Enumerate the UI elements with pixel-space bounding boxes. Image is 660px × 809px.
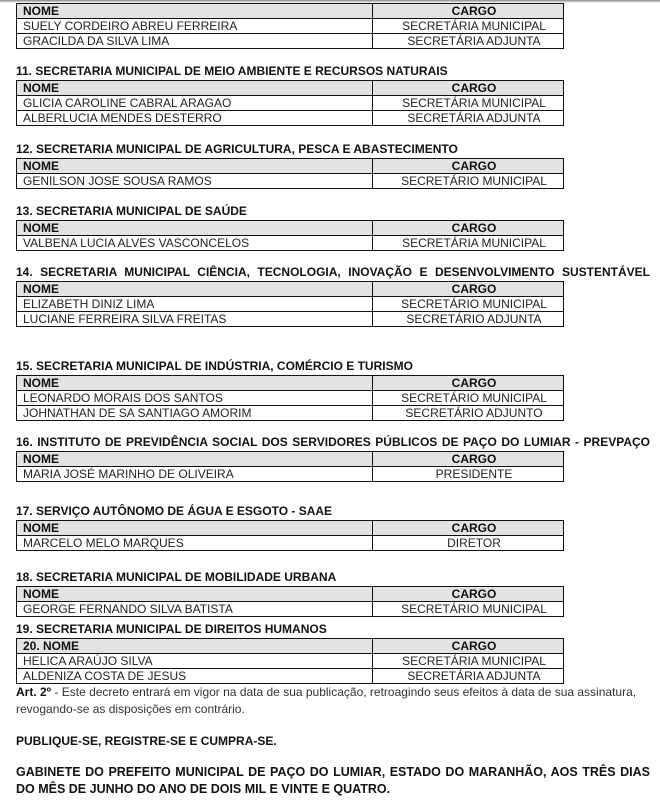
header-nome: NOME: [17, 452, 373, 467]
header-cargo: CARGO: [373, 81, 564, 96]
cargo-cell: SECRETÁRIO ADJUNTO: [373, 406, 564, 421]
nome-cell: ALDENIZA COSTA DE JESUS: [17, 669, 373, 684]
cargo-cell: SECRETÁRIA ADJUNTA: [373, 669, 564, 684]
gabinete-paragraph: GABINETE DO PREFEITO MUNICIPAL DE PAÇO DO LUMIAR, ESTADO DO MARANHÃO, AOS TRÊS DIAS DO MÊS DE JUNHO DO ANO DE DOIS MIL E VINTE E QUATRO.: [16, 765, 650, 796]
header-nome: 20. NOME: [17, 639, 373, 654]
table-row: [17, 467, 564, 482]
section-10: [16, 621, 650, 684]
section-4: [16, 203, 650, 251]
appointment-table: [16, 3, 564, 49]
nome-cell: MARIA JOSÉ MARINHO DE OLIVEIRA: [17, 467, 373, 482]
header-cargo: CARGO: [373, 639, 564, 654]
nome-cell: HELICA ARAÚJO SILVA: [17, 654, 373, 669]
header-nome: NOME: [17, 521, 373, 536]
header-cargo: CARGO: [373, 452, 564, 467]
appointment-table: [16, 158, 564, 189]
appointment-table: [16, 451, 564, 482]
nome-cell: GLICIA CAROLINE CABRAL ARAGAO: [17, 96, 373, 111]
nome-cell: MARCELO MELO MARQUES: [17, 536, 373, 551]
table-row: [17, 34, 564, 49]
nome-cell: ELIZABETH DINIZ LIMA: [17, 297, 373, 312]
header-cargo: CARGO: [373, 376, 564, 391]
cargo-cell: SECRETÁRIA ADJUNTA: [373, 111, 564, 126]
cargo-cell: SECRETÁRIO ADJUNTA: [373, 312, 564, 327]
header-cargo: CARGO: [373, 159, 564, 174]
header-nome: NOME: [17, 4, 373, 19]
section-heading: 16. INSTITUTO DE PREVIDÊNCIA SOCIAL DOS SERVIDORES PÚBLICOS DE PAÇO DO LUMIAR - PREVPAÇO: [16, 435, 650, 449]
appointment-table: [16, 220, 564, 251]
nome-cell: LUCIANE FERREIRA SILVA FREITAS: [17, 312, 373, 327]
appointment-table: [16, 80, 564, 126]
section-6: [16, 358, 650, 421]
header-nome: NOME: [17, 221, 373, 236]
section-heading: 17. SERVIÇO AUTÔNOMO DE ÁGUA E ESGOTO - SAAE: [16, 504, 333, 518]
nome-cell: VALBENA LUCIA ALVES VASCONCELOS: [17, 236, 373, 251]
table-header: [17, 376, 564, 391]
nome-cell: ALBERLUCIA MENDES DESTERRO: [17, 111, 373, 126]
section-2: [16, 63, 650, 126]
nome-cell: LEONARDO MORAIS DOS SANTOS: [17, 391, 373, 406]
nome-cell: JOHNATHAN DE SA SANTIAGO AMORIM: [17, 406, 373, 421]
cargo-cell: PRESIDENTE: [373, 467, 564, 482]
cargo-cell: SECRETÁRIO MUNICIPAL: [373, 602, 564, 617]
table-header: [17, 221, 564, 236]
table-header: [17, 639, 564, 654]
header-nome: NOME: [17, 376, 373, 391]
section-7: [16, 434, 650, 482]
table-row: [17, 19, 564, 34]
publique-line: PUBLIQUE-SE, REGISTRE-SE E CUMPRA-SE.: [16, 734, 277, 748]
header-nome: NOME: [17, 587, 373, 602]
nome-cell: SUELY CORDEIRO ABREU FERREIRA: [17, 19, 373, 34]
appointment-table: [16, 638, 564, 684]
header-nome: NOME: [17, 282, 373, 297]
nome-cell: GEORGE FERNANDO SILVA BATISTA: [17, 602, 373, 617]
section-heading: 12. SECRETARIA MUNICIPAL DE AGRICULTURA, PESCA E ABASTECIMENTO: [16, 142, 458, 156]
section-5: [16, 264, 650, 327]
cargo-cell: SECRETÁRIA MUNICIPAL: [373, 96, 564, 111]
table-row: [17, 406, 564, 421]
header-cargo: CARGO: [373, 521, 564, 536]
section-heading: 11. SECRETARIA MUNICIPAL DE MEIO AMBIENTE E RECURSOS NATURAIS: [16, 64, 448, 78]
appointment-table: [16, 281, 564, 327]
table-header: [17, 452, 564, 467]
table-row: [17, 669, 564, 684]
table-header: [17, 81, 564, 96]
cargo-cell: SECRETÁRIA ADJUNTA: [373, 34, 564, 49]
cargo-cell: DIRETOR: [373, 536, 564, 551]
table-header: [17, 587, 564, 602]
section-8: [16, 503, 650, 551]
section-1: [16, 3, 650, 49]
cargo-cell: SECRETÁRIA MUNICIPAL: [373, 19, 564, 34]
article-label: Art. 2º: [16, 685, 52, 699]
table-row: [17, 602, 564, 617]
header-nome: NOME: [17, 159, 373, 174]
section-heading: 18. SECRETARIA MUNICIPAL DE MOBILIDADE URBANA: [16, 570, 337, 584]
cargo-cell: SECRETÁRIO MUNICIPAL: [373, 297, 564, 312]
appointment-table: [16, 520, 564, 551]
nome-cell: GENILSON JOSE SOUSA RAMOS: [17, 174, 373, 189]
header-cargo: CARGO: [373, 221, 564, 236]
cargo-cell: SECRETÁRIO MUNICIPAL: [373, 391, 564, 406]
section-heading: 19. SECRETARIA MUNICIPAL DE DIREITOS HUMANOS: [16, 622, 327, 636]
article-2: [16, 684, 650, 717]
table-row: [17, 654, 564, 669]
section-heading: 13. SECRETARIA MUNICIPAL DE SAÚDE: [16, 204, 247, 218]
article-text: - Este decreto entrará em vigor na data de sua publicação, retroagindo seus efeitos à data de sua assinatura, revogando-se as disposições em contrário.: [16, 685, 637, 716]
header-cargo: CARGO: [373, 587, 564, 602]
cargo-cell: SECRETÁRIA MUNICIPAL: [373, 654, 564, 669]
table-row: [17, 391, 564, 406]
table-header: [17, 159, 564, 174]
table-row: [17, 312, 564, 327]
section-9: [16, 569, 650, 617]
table-row: [17, 96, 564, 111]
table-row: [17, 536, 564, 551]
table-row: [17, 297, 564, 312]
cargo-cell: SECRETÁRIA MUNICIPAL: [373, 236, 564, 251]
header-cargo: CARGO: [373, 4, 564, 19]
header-nome: NOME: [17, 81, 373, 96]
table-row: [17, 111, 564, 126]
section-heading: 15. SECRETARIA MUNICIPAL DE INDÚSTRIA, COMÉRCIO E TURISMO: [16, 359, 413, 373]
section-3: [16, 141, 650, 189]
table-header: [17, 282, 564, 297]
table-row: [17, 236, 564, 251]
appointment-table: [16, 375, 564, 421]
nome-cell: GRACILDA DA SILVA LIMA: [17, 34, 373, 49]
table-header: [17, 4, 564, 19]
appointment-table: [16, 586, 564, 617]
section-heading: 14. SECRETARIA MUNICIPAL CIÊNCIA, TECNOLOGIA, INOVAÇÃO E DESENVOLVIMENTO SUSTENTÁVEL: [16, 265, 650, 279]
header-cargo: CARGO: [373, 282, 564, 297]
table-row: [17, 174, 564, 189]
cargo-cell: SECRETÁRIO MUNICIPAL: [373, 174, 564, 189]
table-header: [17, 521, 564, 536]
